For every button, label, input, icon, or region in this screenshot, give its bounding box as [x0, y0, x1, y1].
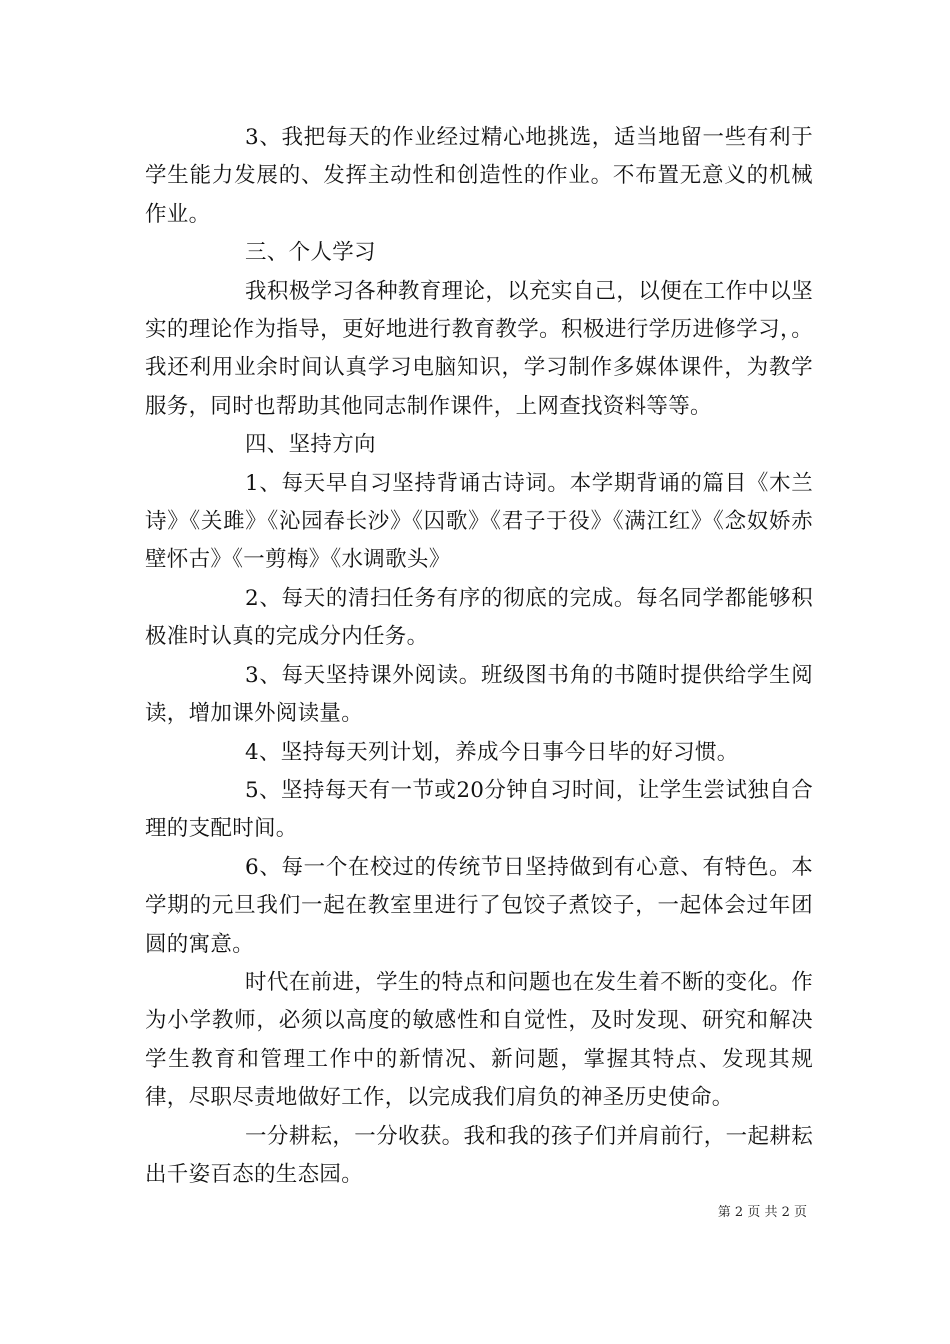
section-heading-persistence: 四、坚持方向	[245, 432, 376, 458]
paragraph-cleaning: 2、每天的清扫任务有序的彻底的完成。每名同学都能够积极准时认真的完成分内任务。	[145, 585, 813, 650]
paragraph-closing: 一分耕耘，一分收获。我和我的孩子们并肩前行，一起耕耘出千姿百态的生态园。	[145, 1123, 813, 1187]
paragraph-personal-study: 我积极学习各种教育理论，以充实自己，以便在工作中以坚实的理论作为指导，更好地进行教育教学。积极进行学历进修学习，。我还利用业余时间认真学习电脑知识，学习制作多媒体课件，为教学服务，同时也帮助其他同志制作课件，上网查找资料等等。	[145, 278, 813, 419]
paragraph-homework: 3、我把每天的作业经过精心地挑选，适当地留一些有利于学生能力发展的、发挥主动性和创造性的作业。不布置无意义的机械作业。	[145, 125, 813, 227]
section-heading-personal-study: 三、个人学习	[245, 240, 376, 266]
document-body	[145, 119, 813, 1194]
paragraph-reading: 3、每天坚持课外阅读。班级图书角的书随时提供给学生阅读，增加课外阅读量。	[145, 662, 813, 727]
paragraph-conclusion: 时代在前进，学生的特点和问题也在发生着不断的变化。作为小学教师，必须以高度的敏感性和自觉性，及时发现、研究和解决学生教育和管理工作中的新情况、新问题，掌握其特点、发现其规律，尽职尽责地做好工作，以完成我们肩负的神圣历史使命。	[145, 969, 813, 1111]
paragraph-festivals: 6、每一个在校过的传统节日坚持做到有心意、有特色。本学期的元旦我们一起在教室里进行了包饺子煮饺子，一起体会过年团圆的寓意。	[145, 854, 813, 957]
paragraph-daily-plan: 4、坚持每天列计划，养成今日事今日毕的好习惯。	[245, 739, 739, 765]
paragraph-poetry-recitation: 1、每天早自习坚持背诵古诗词。本学期背诵的篇目《木兰诗》《关雎》《沁园春长沙》《囚歌》《君子于役》《满江红》《念奴娇赤壁怀古》《一剪梅》《水调歌头》	[145, 470, 813, 573]
paragraph-self-study: 5、坚持每天有一节或20分钟自习时间，让学生尝试独自合理的支配时间。	[145, 777, 813, 842]
page-number-footer: 第 2 页 共 2 页	[717, 1205, 807, 1220]
